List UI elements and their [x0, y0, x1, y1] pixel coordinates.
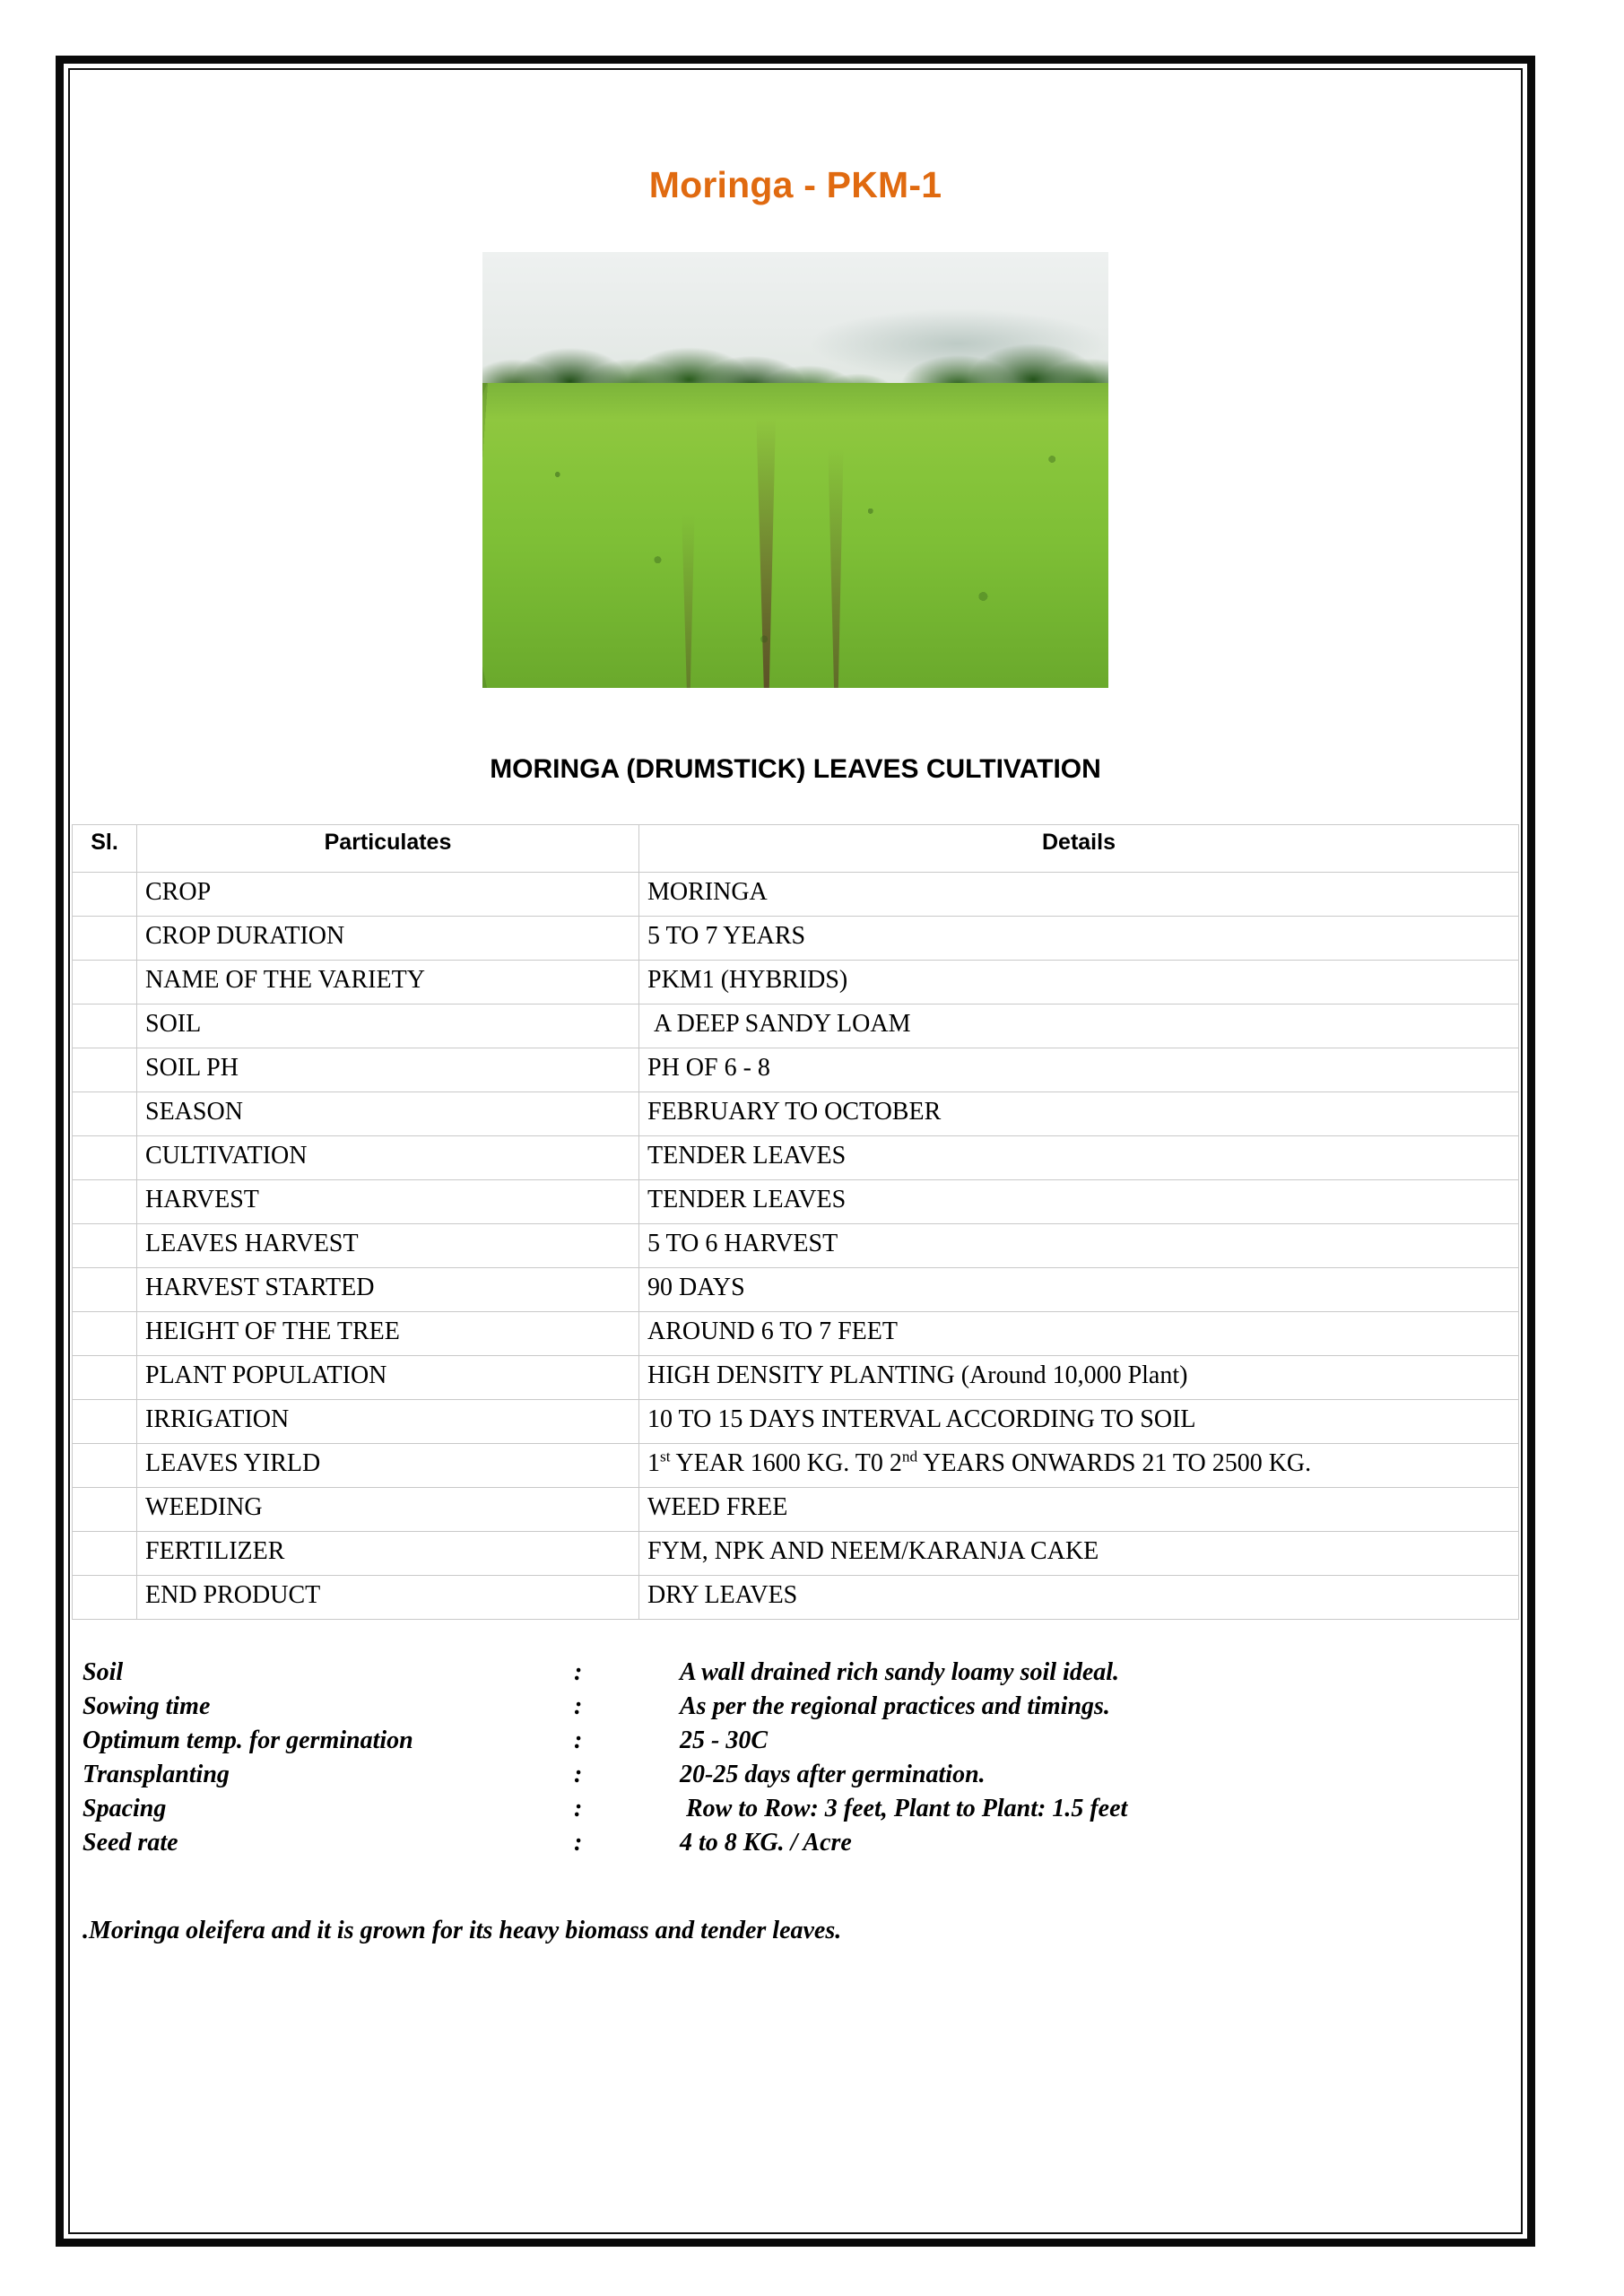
detail-value: 20-25 days after germination. [680, 1761, 986, 1789]
table-row [73, 1136, 1519, 1180]
detail-value: 4 to 8 KG. / Acre [680, 1829, 852, 1857]
table-row [73, 1576, 1519, 1620]
table-row [73, 1224, 1519, 1268]
detail-row [83, 1792, 1519, 1826]
cell-particulate: LEAVES YIRLD [137, 1444, 639, 1488]
cell-particulate: SEASON [137, 1092, 639, 1136]
cell-details: AROUND 6 TO 7 FEET [639, 1312, 1519, 1356]
detail-colon: : [574, 1829, 583, 1857]
cell-sl [73, 1312, 137, 1356]
cell-details: 1st YEAR 1600 KG. T0 2nd YEARS ONWARDS 21 TO 2500 KG. [639, 1444, 1519, 1488]
table-row [73, 1092, 1519, 1136]
column-header-particulates: Particulates [137, 825, 639, 873]
detail-label: Spacing [83, 1795, 167, 1823]
cell-details: 5 TO 7 YEARS [639, 917, 1519, 961]
moringa-field-photo [482, 252, 1108, 688]
document-content [72, 72, 1519, 2231]
table-row [73, 1532, 1519, 1576]
table-row [73, 961, 1519, 1004]
detail-colon: : [574, 1726, 583, 1755]
table-row [73, 917, 1519, 961]
cell-details: PKM1 (HYBRIDS) [639, 961, 1519, 1004]
cell-details: 10 TO 15 DAYS INTERVAL ACCORDING TO SOIL [639, 1400, 1519, 1444]
cell-particulate: HARVEST STARTED [137, 1268, 639, 1312]
detail-label: Seed rate [83, 1829, 178, 1857]
detail-row [83, 1690, 1519, 1724]
table-row [73, 873, 1519, 917]
detail-label: Soil [83, 1658, 124, 1687]
detail-colon: : [574, 1795, 583, 1823]
photo-container [72, 252, 1519, 688]
cell-particulate: NAME OF THE VARIETY [137, 961, 639, 1004]
table-row [73, 1356, 1519, 1400]
cell-sl [73, 1532, 137, 1576]
cell-sl [73, 1268, 137, 1312]
cell-particulate: SOIL [137, 1004, 639, 1048]
cell-sl [73, 1356, 137, 1400]
cell-particulate: FERTILIZER [137, 1532, 639, 1576]
cell-sl [73, 1180, 137, 1224]
detail-label: Optimum temp. for germination [83, 1726, 413, 1755]
cell-sl [73, 873, 137, 917]
section-heading: MORINGA (DRUMSTICK) LEAVES CULTIVATION [490, 754, 1101, 785]
cell-sl [73, 917, 137, 961]
cultivation-details-list [83, 1656, 1519, 1860]
table-body [73, 873, 1519, 1620]
detail-value: Row to Row: 3 feet, Plant to Plant: 1.5 feet [680, 1795, 1128, 1823]
detail-row [83, 1758, 1519, 1792]
detail-row [83, 1724, 1519, 1758]
cell-particulate: WEEDING [137, 1488, 639, 1532]
table-row [73, 1180, 1519, 1224]
cell-particulate: LEAVES HARVEST [137, 1224, 639, 1268]
detail-colon: : [574, 1658, 583, 1687]
table-row [73, 1312, 1519, 1356]
detail-row [83, 1656, 1519, 1690]
detail-label: Sowing time [83, 1692, 211, 1721]
footnote-text: .Moringa oleifera and it is grown for its heavy biomass and tender leaves. [83, 1916, 842, 1944]
cell-sl [73, 1136, 137, 1180]
cell-details: FEBRUARY TO OCTOBER [639, 1092, 1519, 1136]
cell-sl [73, 1444, 137, 1488]
cell-particulate: IRRIGATION [137, 1400, 639, 1444]
photo-treeline [482, 304, 1108, 391]
table-row [73, 1048, 1519, 1092]
cell-particulate: END PRODUCT [137, 1576, 639, 1620]
cell-sl [73, 1400, 137, 1444]
detail-label: Transplanting [83, 1761, 230, 1789]
photo-foliage-texture [482, 383, 1108, 688]
cell-particulate: CULTIVATION [137, 1136, 639, 1180]
cell-details: PH OF 6 - 8 [639, 1048, 1519, 1092]
detail-value: 25 - 30C [680, 1726, 768, 1755]
cell-details: A DEEP SANDY LOAM [639, 1004, 1519, 1048]
cell-details: TENDER LEAVES [639, 1136, 1519, 1180]
cell-sl [73, 1224, 137, 1268]
cell-details: FYM, NPK AND NEEM/KARANJA CAKE [639, 1532, 1519, 1576]
cell-details: TENDER LEAVES [639, 1180, 1519, 1224]
column-header-details: Details [639, 825, 1519, 873]
cell-sl [73, 1004, 137, 1048]
cell-particulate: CROP DURATION [137, 917, 639, 961]
table-row [73, 1488, 1519, 1532]
cell-details: HIGH DENSITY PLANTING (Around 10,000 Plant) [639, 1356, 1519, 1400]
cell-details: MORINGA [639, 873, 1519, 917]
cell-particulate: PLANT POPULATION [137, 1356, 639, 1400]
cell-sl [73, 1488, 137, 1532]
detail-colon: : [574, 1692, 583, 1721]
cell-details: DRY LEAVES [639, 1576, 1519, 1620]
column-header-sl: Sl. [73, 825, 137, 873]
table-header-row [73, 825, 1519, 873]
detail-row [83, 1826, 1519, 1860]
cell-particulate: CROP [137, 873, 639, 917]
cell-particulate: SOIL PH [137, 1048, 639, 1092]
detail-value: As per the regional practices and timings. [680, 1692, 1110, 1721]
table-row [73, 1400, 1519, 1444]
cell-particulate: HARVEST [137, 1180, 639, 1224]
cell-sl [73, 1576, 137, 1620]
cell-particulate: HEIGHT OF THE TREE [137, 1312, 639, 1356]
detail-colon: : [574, 1761, 583, 1789]
table-row [73, 1268, 1519, 1312]
cell-sl [73, 961, 137, 1004]
cell-sl [73, 1048, 137, 1092]
cell-details: WEED FREE [639, 1488, 1519, 1532]
detail-value: A wall drained rich sandy loamy soil ideal. [680, 1658, 1120, 1687]
cell-details: 90 DAYS [639, 1268, 1519, 1312]
table-row [73, 1004, 1519, 1048]
cell-sl [73, 1092, 137, 1136]
cultivation-spec-table [72, 824, 1519, 1620]
table-row [73, 1444, 1519, 1488]
cell-details: 5 TO 6 HARVEST [639, 1224, 1519, 1268]
page-title: Moringa - PKM-1 [648, 164, 942, 205]
